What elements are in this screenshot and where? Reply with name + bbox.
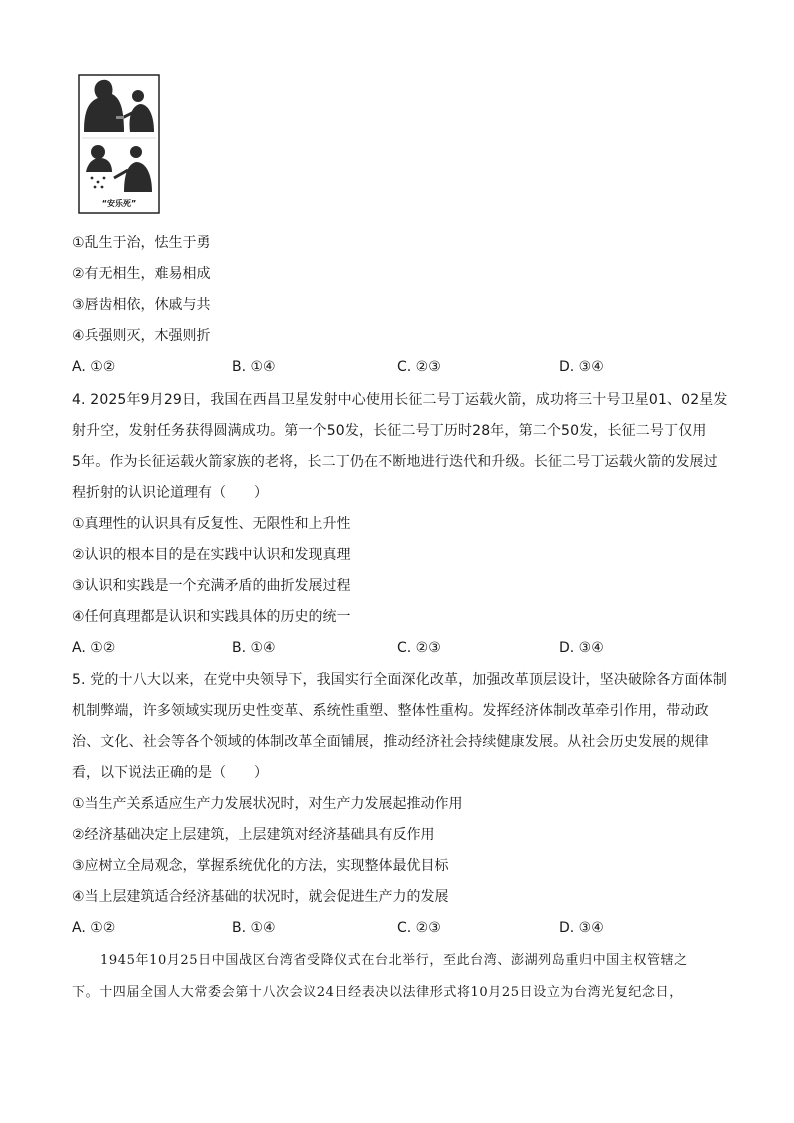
q3-choice-a[interactable]: A. ①②	[72, 359, 116, 375]
passage-line-1: 1945年10月25日中国战区台湾省受降仪式在台北举行，至此台湾、澎湖列岛重归中国主权管辖之	[100, 953, 688, 968]
q5-stem-line-3: 治、文化、社会等各个领域的体制改革全面铺展，推动经济社会持续健康发展。从社会历史发展的规律	[72, 734, 709, 750]
q4-choice-a[interactable]: A. ①②	[72, 640, 116, 656]
q3-choice-b[interactable]: B. ①④	[232, 359, 276, 375]
q4-stem-line-4: 程折射的认识论道理有（ ）	[72, 485, 268, 501]
q4-stem-line-1: 4. 2025年9月29日，我国在西昌卫星发射中心使用长征二号丁运载火箭，成功将三十号卫星01、02星发	[72, 392, 728, 408]
q4-option-1: ①真理性的认识具有反复性、无限性和上升性	[72, 516, 351, 532]
q4-choice-b[interactable]: B. ①④	[232, 640, 276, 656]
q4-option-2: ②认识的根本目的是在实践中认识和发现真理	[72, 547, 351, 563]
q5-choice-b[interactable]: B. ①④	[232, 920, 276, 936]
q4-option-4: ④任何真理都是认识和实践具体的历史的统一	[72, 609, 351, 625]
q5-stem-line-1: 5. 党的十八大以来，在党中央领导下，我国实行全面深化改革，加强改革顶层设计，坚决破除各方面体制	[72, 672, 728, 688]
q5-option-4: ④当上层建筑适合经济基础的状况时，就会促进生产力的发展	[72, 889, 449, 905]
q4-stem-line-3: 5年。作为长征运载火箭家族的老将，长二丁仍在不断地进行迭代和升级。长征二号丁运载火箭的发展过	[72, 454, 718, 470]
q4-option-3: ③认识和实践是一个充满矛盾的曲折发展过程	[72, 578, 351, 594]
cartoon-figure	[78, 74, 160, 214]
q3-choice-c[interactable]: C. ②③	[397, 359, 441, 375]
q4-choice-c[interactable]: C. ②③	[397, 640, 441, 656]
q5-stem-line-4: 看，以下说法正确的是（ ）	[72, 765, 268, 781]
q5-stem-line-2: 机制弊端，许多领域实现历史性变革、系统性重塑、整体性重构。发挥经济体制改革牵引作用，带动政	[72, 703, 709, 719]
q3-choice-d[interactable]: D. ③④	[559, 359, 604, 375]
q5-option-3: ③应树立全局观念，掌握系统优化的方法，实现整体最优目标	[72, 858, 449, 874]
q5-choice-c[interactable]: C. ②③	[397, 920, 441, 936]
q5-choice-d[interactable]: D. ③④	[559, 920, 604, 936]
q5-choice-a[interactable]: A. ①②	[72, 920, 116, 936]
q4-choice-d[interactable]: D. ③④	[559, 640, 604, 656]
q3-option-3: ③唇齿相依，休戚与共	[72, 297, 211, 313]
figure-caption: “安乐死”	[101, 199, 137, 208]
q5-option-2: ②经济基础决定上层建筑，上层建筑对经济基础具有反作用	[72, 827, 435, 843]
passage-line-2: 下。十四届全国人大常委会第十八次会议24日经表决以法律形式将10月25日设立为台湾光复纪念日，	[72, 985, 683, 1000]
q3-option-2: ②有无相生，难易相成	[72, 266, 211, 282]
q4-stem-line-2: 射升空，发射任务获得圆满成功。第一个50发，长征二号丁历时28年，第二个50发，长征二号丁仅用	[72, 423, 707, 439]
q3-option-1: ①乱生于治，怯生于勇	[72, 235, 211, 251]
q5-option-1: ①当生产关系适应生产力发展状况时，对生产力发展起推动作用	[72, 796, 463, 812]
q3-option-4: ④兵强则灭，木强则折	[72, 328, 211, 344]
